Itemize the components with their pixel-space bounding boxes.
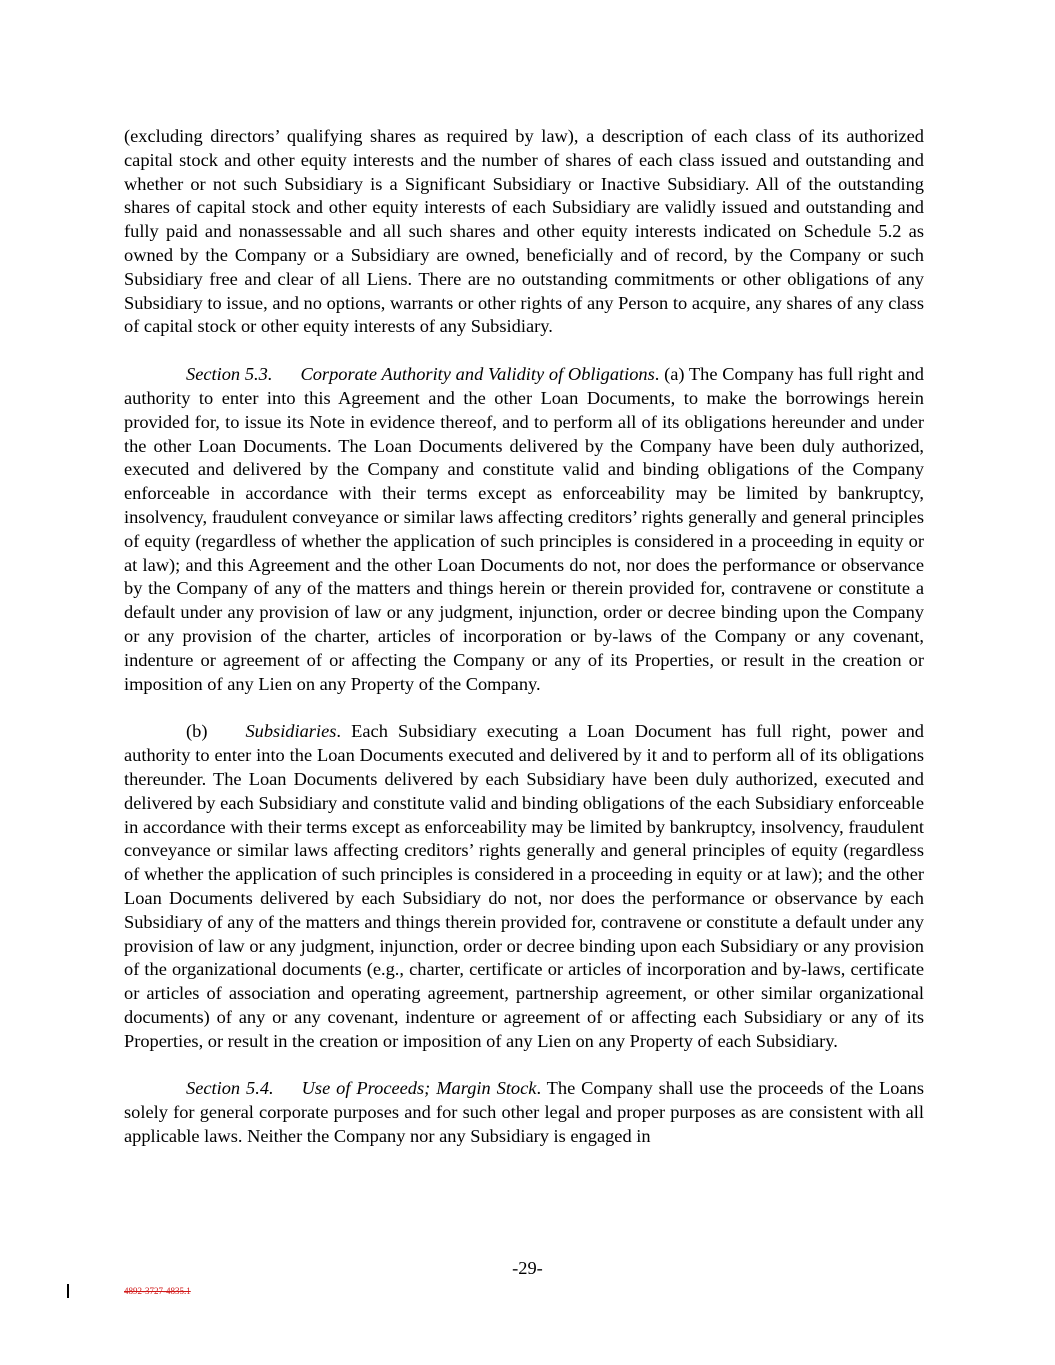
section-5-3-title: Corporate Authority and Validity of Obligations <box>300 364 655 385</box>
subsection-b-title-punct: . <box>336 721 342 742</box>
section-5-4-number: Section 5.4. <box>186 1078 274 1099</box>
section-5-3 <box>124 363 924 696</box>
document-id: 4892-3727-4835.1 <box>124 1286 191 1296</box>
section-5-4 <box>124 1077 924 1148</box>
page-number: -29- <box>512 1258 543 1278</box>
section-5-4-title: Use of Proceeds; Margin Stock <box>301 1078 537 1099</box>
section-5-3-body: (a) The Company has full right and authority to enter into this Agreement and the other Loan Documents, to make the borrowings herein provided for, to issue its Note in evidence thereof, and to perform all of its obligations hereunder and under the other Loan Documents. The Loan Documents delivered by the Company have been duly authorized, executed and delivered by the Company and constitute valid and binding obligations of the Company enforceable in accordance with their terms except as enforceability may be limited by bankruptcy, insolvency, fraudulent conveyance or similar laws affecting creditors’ rights generally and general principles of equity (regardless of whether the application of such principles is considered in a proceeding in equity or at law); and this Agreement and the other Loan Documents do not, nor does the performance or observance by the Company of any of the matters and things herein or therein provided for, contravene or constitute a default under any provision of law or any judgment, injunction, order or decree binding upon the Company or any provision of the charter, articles of incorporation or by-laws of the Company or any covenant, indenture or agreement of or affecting the Company or any of its Properties, or result in the creation or imposition of any Lien on any Property of the Company. <box>124 364 924 694</box>
revision-change-bar <box>67 1284 69 1298</box>
section-5-4-body: The Company shall use the proceeds of the Loans solely for general corporate purposes and for such other legal and proper purposes as are consistent with all applicable laws. Neither the Company nor any Subsidiary is engaged in <box>124 1078 924 1147</box>
section-5-3-number: Section 5.3. <box>186 364 273 385</box>
subsection-b <box>124 720 924 1053</box>
section-5-3-title-punct: . <box>654 364 660 385</box>
paragraph-subsidiary-shares: (excluding directors’ qualifying shares as required by law), a description of each class of its authorized capital stock and other equity interests and the number of shares of each class issued and outstanding and whether or not such Subsidiary is a Significant Subsidiary or Inactive Subsidiary. All of the outstanding shares of capital stock and other equity interests of each Subsidiary are validly issued and outstanding and fully paid and nonassessable and all such shares and other equity interests indicated on Schedule 5.2 as owned by the Company or a Subsidiary are owned, beneficially and of record, by the Company or such Subsidiary free and clear of all Liens. There are no outstanding commitments or other obligations of any Subsidiary to issue, and no options, warrants or other rights of any Person to acquire, any shares of any class of capital stock or other equity interests of any Subsidiary. <box>124 126 924 337</box>
subsection-b-label: (b) <box>186 721 208 742</box>
subsection-b-body: Each Subsidiary executing a Loan Document has full right, power and authority to enter into the Loan Documents executed and delivered by it and to perform all of its obligations thereunder. The Loan Documents delivered by each Subsidiary have been duly authorized, executed and delivered by each Subsidiary and constitute valid and binding obligations of the each Subsidiary enforceable in accordance with their terms except as enforceability may be limited by bankruptcy, insolvency, fraudulent conveyance or similar laws affecting creditors’ rights generally and general principles of equity (regardless of whether the application of such principles is considered in a proceeding in equity or at law); and the other Loan Documents delivered by each Subsidiary do not, nor does the performance or observance by each Subsidiary of any of the matters and things therein provided for, contravene or constitute a default under any provision of law or any judgment, injunction, order or decree binding upon each Subsidiary or any provision of the organizational documents (e.g., charter, certificate or articles of incorporation and by-laws, certificate or articles of association and operating agreement, partnership agreement, or other similar organizational documents) of any or any covenant, indenture or agreement of or affecting each Subsidiary or any of its Properties, or result in the creation or imposition of any Lien on any Property of each Subsidiary. <box>124 721 924 1051</box>
subsection-b-title: Subsidiaries <box>245 721 337 742</box>
section-5-4-title-punct: . <box>536 1078 542 1099</box>
document-body <box>124 125 924 1173</box>
